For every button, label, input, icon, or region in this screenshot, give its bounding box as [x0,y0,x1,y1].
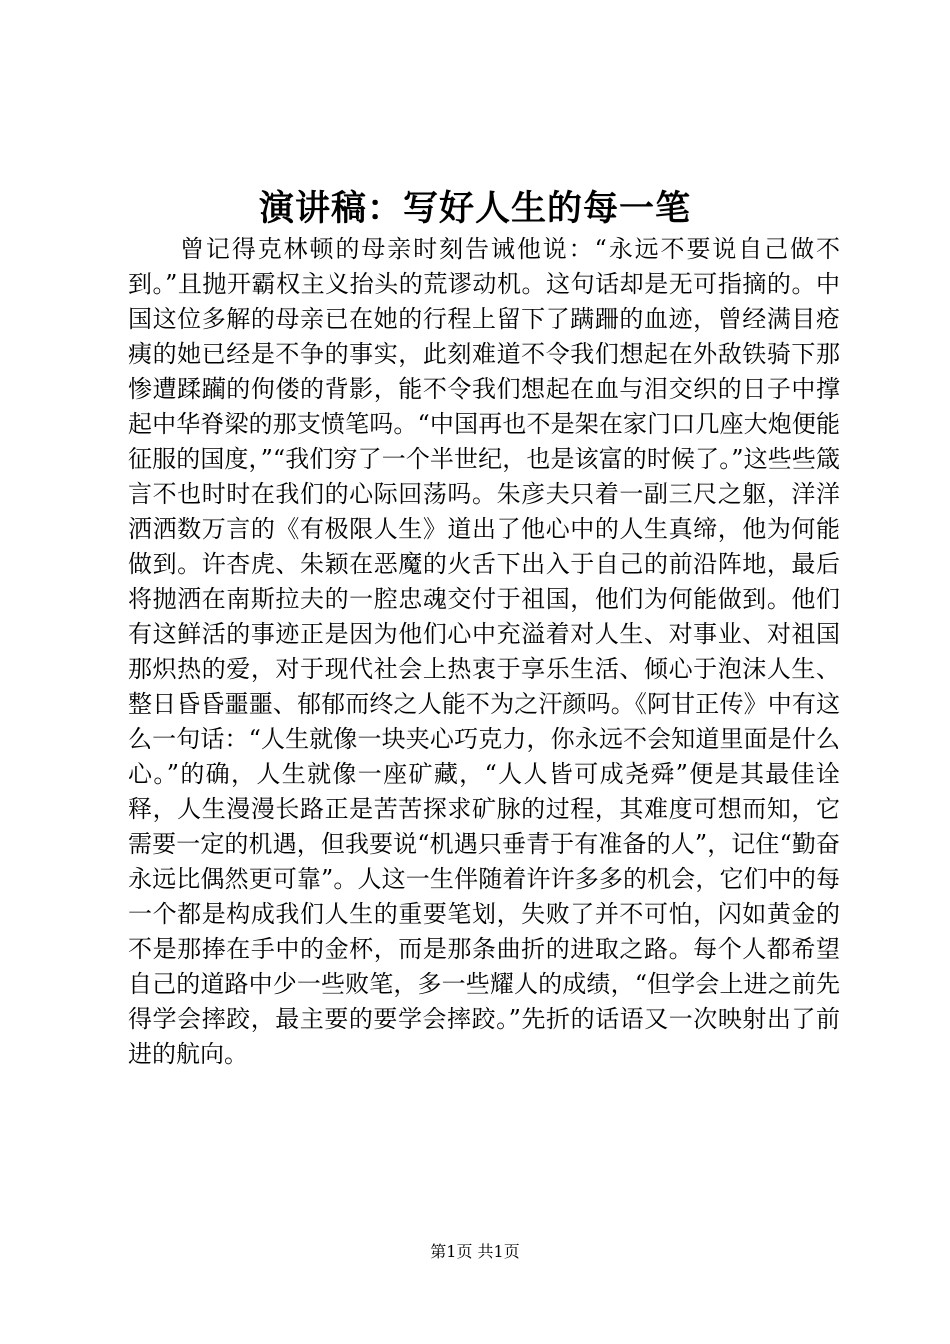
page-footer: 第1页 共1页 [430,1242,520,1261]
body-paragraph: 曾记得克林顿的母亲时刻告诫他说：“永远不要说自己做不到。”且抛开霸权主义抬头的荒谬动机。这句话却是无可指摘的。中国这位多解的母亲已在她的行程上留下了蹒跚的血迹，曾经满目疮痍的她已经是不争的事实，此刻难道不令我们想起在外敌铁骑下那惨遭蹂躏的佝偻的背影，能不令我们想起在血与泪交织的日子中撑起中华脊梁的那支愤笔吗。“中国再也不是架在家门口几座大炮便能征服的国度，”“我们穷了一个半世纪，也是该富的时候了。”这些些箴言不也时时在我们的心际回荡吗。朱彦夫只着一副三尺之躯，洋洋洒洒数万言的《有极限人生》道出了他心中的人生真缔，他为何能做到。许杏虎、朱颖在恶魔的火舌下出入于自己的前沿阵地，最后将抛洒在南斯拉夫的一腔忠魂交付于祖国，他们为何能做到。他们有这鲜活的事迹正是因为他们心中充溢着对人生、对事业、对祖国那炽热的爱，对于现代社会上热衷于享乐生活、倾心于泡沫人生、整日昏昏噩噩、郁郁而终之人能不为之汗颜吗。《阿甘正传》中有这么一句话：“人生就像一块夹心巧克力，你永远不会知道里面是什么心。”的确，人生就像一座矿藏，“人人皆可成尧舜”便是其最佳诠释，人生漫漫长路正是苦苦探求矿脉的过程，其难度可想而知，它需要一定的机遇，但我要说“机遇只垂青于有准备的人”，记住“勤奋永远比偶然更可靠”。人这一生伴随着许许多多的机会，它们中的每一个都是构成我们人生的重要笔划，失败了并不可怕，闪如黄金的不是那捧在手中的金杯，而是那条曲折的进取之路。每个人都希望自己的道路中少一些败笔，多一些耀人的成绩，“但学会上进之前先得学会摔跤，最主要的要学会摔跤。”先折的话语又一次映射出了前进的航向。 [128,235,840,1068]
page-title: 演讲稿：写好人生的每一笔 [258,188,691,229]
